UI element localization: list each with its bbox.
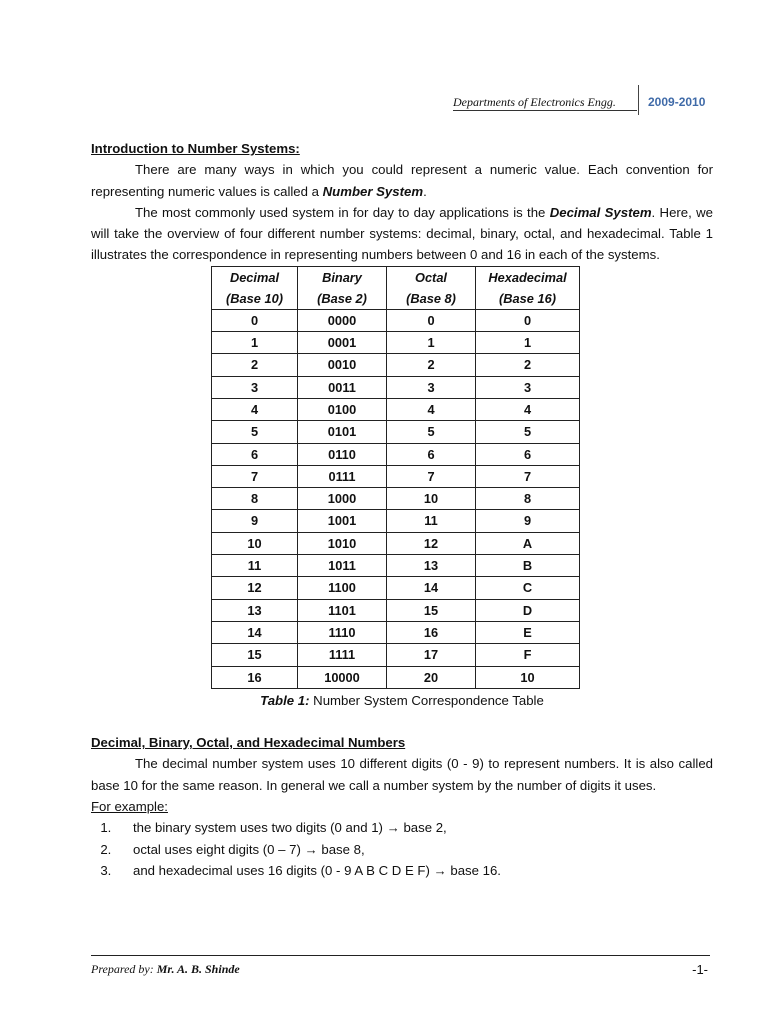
caption-label: Table 1: (260, 692, 310, 708)
table-row (212, 332, 580, 354)
table-cell: 0111 (298, 465, 387, 487)
table-cell: 0100 (298, 398, 387, 420)
table-cell: 17 (387, 644, 476, 666)
table-cell: 5 (387, 421, 476, 443)
table-cell: 2 (476, 354, 580, 376)
table-row (212, 309, 580, 331)
column-header-hexadecimal: Hexadecimal (Base 16) (476, 266, 580, 309)
table-cell: 0 (212, 309, 298, 331)
table-cell: 1 (387, 332, 476, 354)
table-header-row (212, 266, 580, 309)
table-cell: 0000 (298, 309, 387, 331)
table-row (212, 666, 580, 688)
list-item: 2. octal uses eight digits (0 – 7) → base 8, (115, 839, 713, 860)
table-cell: 14 (387, 577, 476, 599)
table-cell: 1101 (298, 599, 387, 621)
table-cell: 10 (212, 532, 298, 554)
table-cell: 15 (387, 599, 476, 621)
table-cell: 1100 (298, 577, 387, 599)
table-cell: 1 (476, 332, 580, 354)
table-cell: 9 (476, 510, 580, 532)
table-cell: 10 (387, 488, 476, 510)
document-body (91, 138, 713, 881)
header-divider (638, 85, 639, 115)
table-cell: 8 (476, 488, 580, 510)
decimal-system-term: Decimal System (549, 204, 652, 220)
table-row (212, 555, 580, 577)
table-cell: 0 (387, 309, 476, 331)
table-cell: 16 (212, 666, 298, 688)
table-cell: 2 (212, 354, 298, 376)
table-cell: 1 (212, 332, 298, 354)
table-row (212, 354, 580, 376)
footer-rule (91, 955, 710, 956)
table-cell: 9 (212, 510, 298, 532)
table-row (212, 532, 580, 554)
intro-p1-text: There are many ways in which you could represent a numeric value. Each convention for representing numeric values is called a (91, 162, 713, 199)
table-row (212, 376, 580, 398)
table-cell: 0010 (298, 354, 387, 376)
table-cell: 3 (387, 376, 476, 398)
intro-paragraph-1 (91, 159, 713, 202)
intro-p1-end: . (423, 183, 427, 199)
table-cell: 1010 (298, 532, 387, 554)
list-item: 1. the binary system uses two digits (0 and 1) → base 2, (115, 817, 713, 838)
example-list (91, 817, 713, 881)
number-system-table (211, 266, 580, 689)
table-cell: B (476, 555, 580, 577)
table-cell: 4 (387, 398, 476, 420)
table-cell: 20 (387, 666, 476, 688)
table-cell: F (476, 644, 580, 666)
table-cell: 14 (212, 621, 298, 643)
table-cell: 0 (476, 309, 580, 331)
table-cell: 10 (476, 666, 580, 688)
table-cell: 8 (212, 488, 298, 510)
intro-heading: Introduction to Number Systems: (91, 141, 300, 156)
column-header-binary: Binary (Base 2) (298, 266, 387, 309)
table-row (212, 488, 580, 510)
table-cell: 0101 (298, 421, 387, 443)
table-cell: 15 (212, 644, 298, 666)
table-cell: 0001 (298, 332, 387, 354)
table-cell: 16 (387, 621, 476, 643)
table-row (212, 621, 580, 643)
table-row (212, 510, 580, 532)
table-cell: 13 (212, 599, 298, 621)
example-label: For example: (91, 799, 168, 815)
table-cell: 0011 (298, 376, 387, 398)
table-cell: 6 (212, 443, 298, 465)
table-body (212, 309, 580, 688)
number-system-term: Number System (322, 183, 424, 199)
table-cell: 3 (476, 376, 580, 398)
table-cell: 1001 (298, 510, 387, 532)
table-row (212, 577, 580, 599)
table-cell: 7 (387, 465, 476, 487)
table-cell: 11 (387, 510, 476, 532)
table-cell: 2 (387, 354, 476, 376)
table-cell: 0110 (298, 443, 387, 465)
table-cell: 7 (476, 465, 580, 487)
footer-prepared-by: Prepared by: Mr. A. B. Shinde (91, 962, 240, 976)
table-cell: 10000 (298, 666, 387, 688)
department-name: Departments of Electronics Engg. (453, 95, 616, 109)
table-cell: E (476, 621, 580, 643)
table-row (212, 421, 580, 443)
table-row (212, 644, 580, 666)
table-cell: 1011 (298, 555, 387, 577)
table-caption (91, 690, 713, 711)
intro-paragraph-2 (91, 202, 713, 266)
table-cell: 1110 (298, 621, 387, 643)
table-cell: A (476, 532, 580, 554)
table-cell: 11 (212, 555, 298, 577)
table-cell: 12 (212, 577, 298, 599)
academic-year: 2009-2010 (648, 95, 706, 109)
table-cell: 6 (476, 443, 580, 465)
section2-paragraph: The decimal number system uses 10 different digits (0 - 9) to represent numbers. It is also called base 10 for the same reason. In general we call a number system by the number of digits it uses. (91, 756, 713, 793)
table-cell: 4 (476, 398, 580, 420)
intro-p2-end: . Here, we will take the overview of four different number systems: decimal, binary, octal, and hexadecimal. Table 1 illustrates the correspondence in representing numbers between 0 and 16 in each of the systems. (91, 204, 713, 263)
section2-heading: Decimal, Binary, Octal, and Hexadecimal Numbers (91, 735, 406, 751)
table-cell: C (476, 577, 580, 599)
caption-text: Number System Correspondence Table (309, 692, 544, 708)
table-row (212, 443, 580, 465)
author-name: Mr. A. B. Shinde (156, 962, 240, 976)
table-cell: 1000 (298, 488, 387, 510)
table-row (212, 599, 580, 621)
intro-p2-text: The most commonly used system in for day to day applications is the (135, 204, 550, 220)
table-cell: 5 (212, 421, 298, 443)
table-cell: 7 (212, 465, 298, 487)
table-row (212, 465, 580, 487)
table-row (212, 398, 580, 420)
page-header (453, 92, 723, 118)
page-number: -1- (692, 962, 708, 977)
header-underline (453, 110, 637, 111)
table-cell: 4 (212, 398, 298, 420)
list-item: 3. and hexadecimal uses 16 digits (0 - 9 A B C D E F) → base 16. (115, 860, 713, 881)
column-header-decimal: Decimal (Base 10) (212, 266, 298, 309)
table-cell: 13 (387, 555, 476, 577)
table-cell: 6 (387, 443, 476, 465)
table-cell: 5 (476, 421, 580, 443)
table-cell: 3 (212, 376, 298, 398)
table-cell: 1111 (298, 644, 387, 666)
column-header-octal: Octal (Base 8) (387, 266, 476, 309)
table-cell: 12 (387, 532, 476, 554)
table-cell: D (476, 599, 580, 621)
